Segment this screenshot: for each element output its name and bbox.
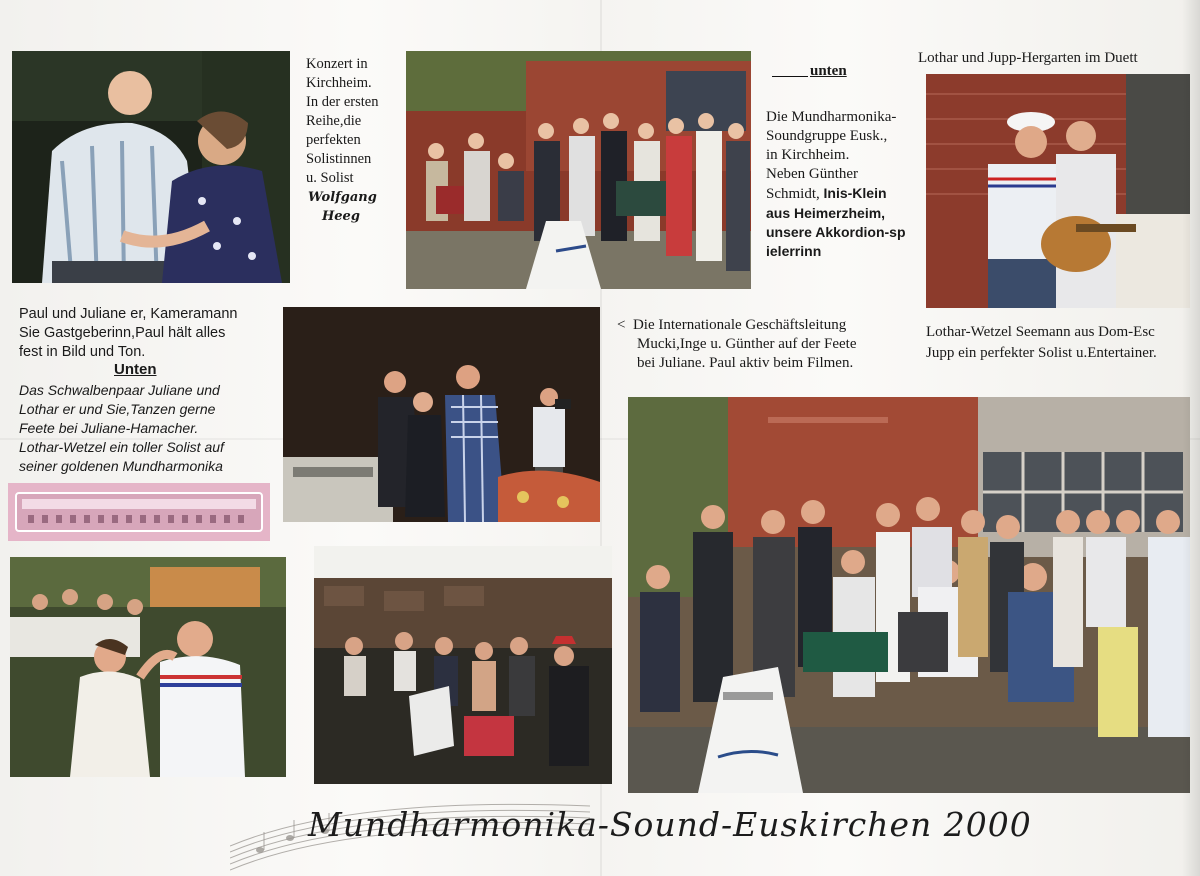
caption-lothar-wetzel: Lothar-Wetzel Seemann aus Dom-Esc Jupp ein perfekter Solist u.Entertainer. [926, 324, 1157, 361]
photo-tent-gathering [314, 546, 612, 784]
page-edge-shadow [1182, 0, 1200, 876]
arrow-left-icon: < [617, 317, 626, 333]
caption-soundgruppe: Die Mundharmonika- Soundgruppe Eusk., in Kirchheim. Neben Günther Schmidt, Inis-Klein aus Heimerzheim, unsere Akkordion-sp ielerrinn [766, 109, 906, 259]
photo-concert-kirchheim [406, 51, 751, 289]
photo-big-group [628, 397, 1190, 793]
label-unten-top: unten [772, 62, 847, 80]
caption-paul-juliane: Paul und Juliane er, Kameramann Sie Gastgeberinn,Paul hält alles fest in Bild und Ton. [19, 306, 238, 360]
signature-heeg: Heeg [322, 209, 360, 224]
photo-dancing-couple [12, 51, 290, 283]
caption-geschaeftsleitung: < Die Internationale Geschäftsleitung Mucki,Inge u. Günther auf der Feete bei Juliane. Paul aktiv beim Filmen. [617, 317, 857, 371]
label-unten-left: Unten [114, 361, 157, 378]
caption-duett: Lothar und Jupp-Hergarten im Duett [918, 50, 1138, 66]
caption-schwalbenpaar: Das Schwalbenpaar Juliane und Lothar er und Sie,Tanzen gerne Feete bei Juliane-Hamacher. Lothar-Wetzel ein toller Solist auf seiner goldenen Mundharmonika [19, 382, 224, 474]
signature-wolfgang: Wolfgang [308, 190, 377, 205]
photo-swallow-couple [10, 557, 286, 777]
harmonica-image [8, 483, 270, 541]
photo-management [283, 307, 600, 522]
footer-title: Mundharmonika-Sound-Euskirchen 2000 [308, 805, 1032, 844]
caption-kirchheim: Konzert in Kirchheim. In der ersten Reihe,die perfekten Solistinnen u. Solist Wolfgang Heeg [306, 55, 402, 226]
photo-duet [926, 74, 1190, 308]
